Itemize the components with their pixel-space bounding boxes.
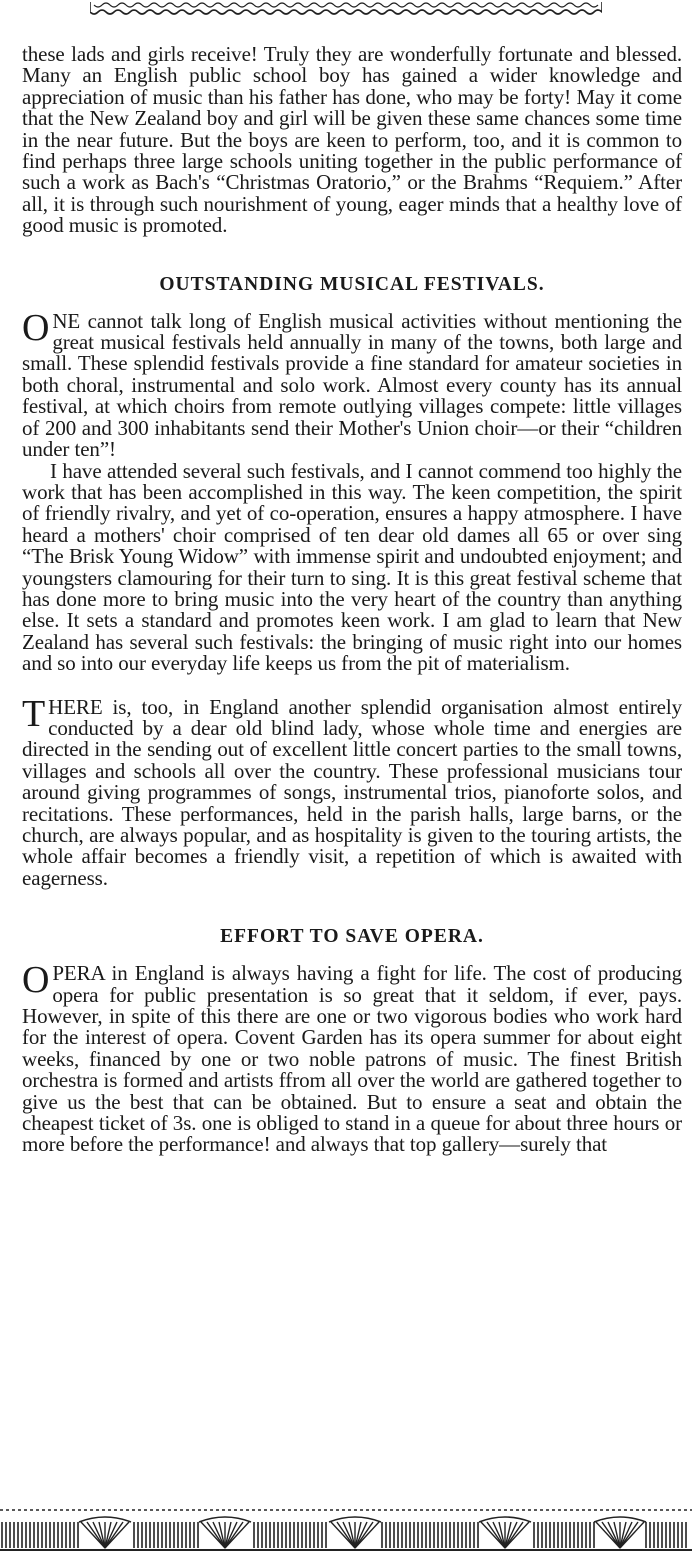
opera-paragraph — [22, 959, 682, 1157]
top-ornamental-rule — [90, 0, 602, 20]
drop-cap: T — [22, 692, 46, 735]
section-heading-festivals: OUTSTANDING MUSICAL FESTIVALS. — [159, 273, 545, 295]
section-heading-opera: EFFORT TO SAVE OPERA. — [220, 926, 484, 948]
paragraph-text: PERA in England is always having a fight for life. The cost of producing opera for public presentation is so great that it seldom, if ever, pays. However, in spite of this there are one or two vigorous bodies who work hard for the interest of opera. Covent Garden has its opera summer for about eight weeks, financed by one or two noble patrons of music. The finest British orchestra is formed and artists ffrom all over the world are gathered together to give us the best that can be obtained. But to ensure a seat and obtain the cheapest ticket of 3s. one is obliged to stand in a queue for about three hours or more before the performance! and always that top gallery—surely that — [22, 961, 682, 1157]
article-body — [22, 44, 682, 1156]
bottom-ornamental-border — [0, 1506, 692, 1552]
paragraph-text: HERE is, too, in England another splendid organisation almost entirely conducted by a dear old blind lady, whose whole time and energies are directed in the sending out of excellent little concert parties to the small towns, villages and schools all over the country. These professional musicians tour around giving programmes of songs, instrumental trios, pianoforte solos, and recitations. These performances, held in the parish halls, large barns, or the church, are always popular, and as hospitality is given to the touring artists, the whole affair becomes a friendly visit, a repetition of which is awaited with eagerness. — [22, 694, 682, 890]
paragraph-gap — [22, 675, 682, 697]
festivals-paragraph-2: I have attended several such festivals, and I cannot commend too highly the work that has been accomplished in this way. The keen competition, the spirit of friendly rivalry, and yet of co-operation, ensures a happy atmosphere. I have heard a mothers' choir comprised of ten dear old dames all 65 or over sing “The Brisk Young Widow” with immense spirit and undoubted enjoyment; and youngsters clamouring for their turn to sing. It is this great festival scheme that has done more to bring music into the very heart of the country than anything else. It sets a standard and promotes keen work. I am glad to learn that New Zealand has several such festivals: the bringing of music right into our homes and so into our everyday life keeps us from the pit of materialism. — [22, 458, 682, 676]
drop-cap: O — [22, 959, 50, 1002]
border-bars-group — [2, 1517, 686, 1548]
intro-paragraph: these lads and girls receive! Truly they are wonderfully fortunate and blessed. Many an English public school boy has gained a wider knowledge and appreciation of music than his father has done, who may be forty! May it come that the New Zealand boy and girl will be given these same chances some time in the near future. But the boys are keen to perform, too, and it is common to find perhaps three large schools uniting together in the public performance of such a work as Bach's “Christmas Oratorio,” or the Brahms “Requiem.” After all, it is through such nourishment of young, eager minds that a healthy love of good music is promoted. — [22, 42, 682, 238]
paragraph-text: NE cannot talk long of English musical activities without mentioning the great musical festivals held annually in many of the towns, both large and small. These splendid festivals provide a fine standard for amateur societies in both choral, instrumental and solo work. Almost every county has its annual festival, at which choirs from remote outlying villages compete: little villages of 200 and 300 inhabitants send their Mother's Union choir—or their “children under ten”! — [22, 308, 682, 462]
concert-parties-paragraph — [22, 692, 682, 890]
festivals-paragraph-1 — [22, 306, 682, 462]
drop-cap: O — [22, 306, 50, 349]
